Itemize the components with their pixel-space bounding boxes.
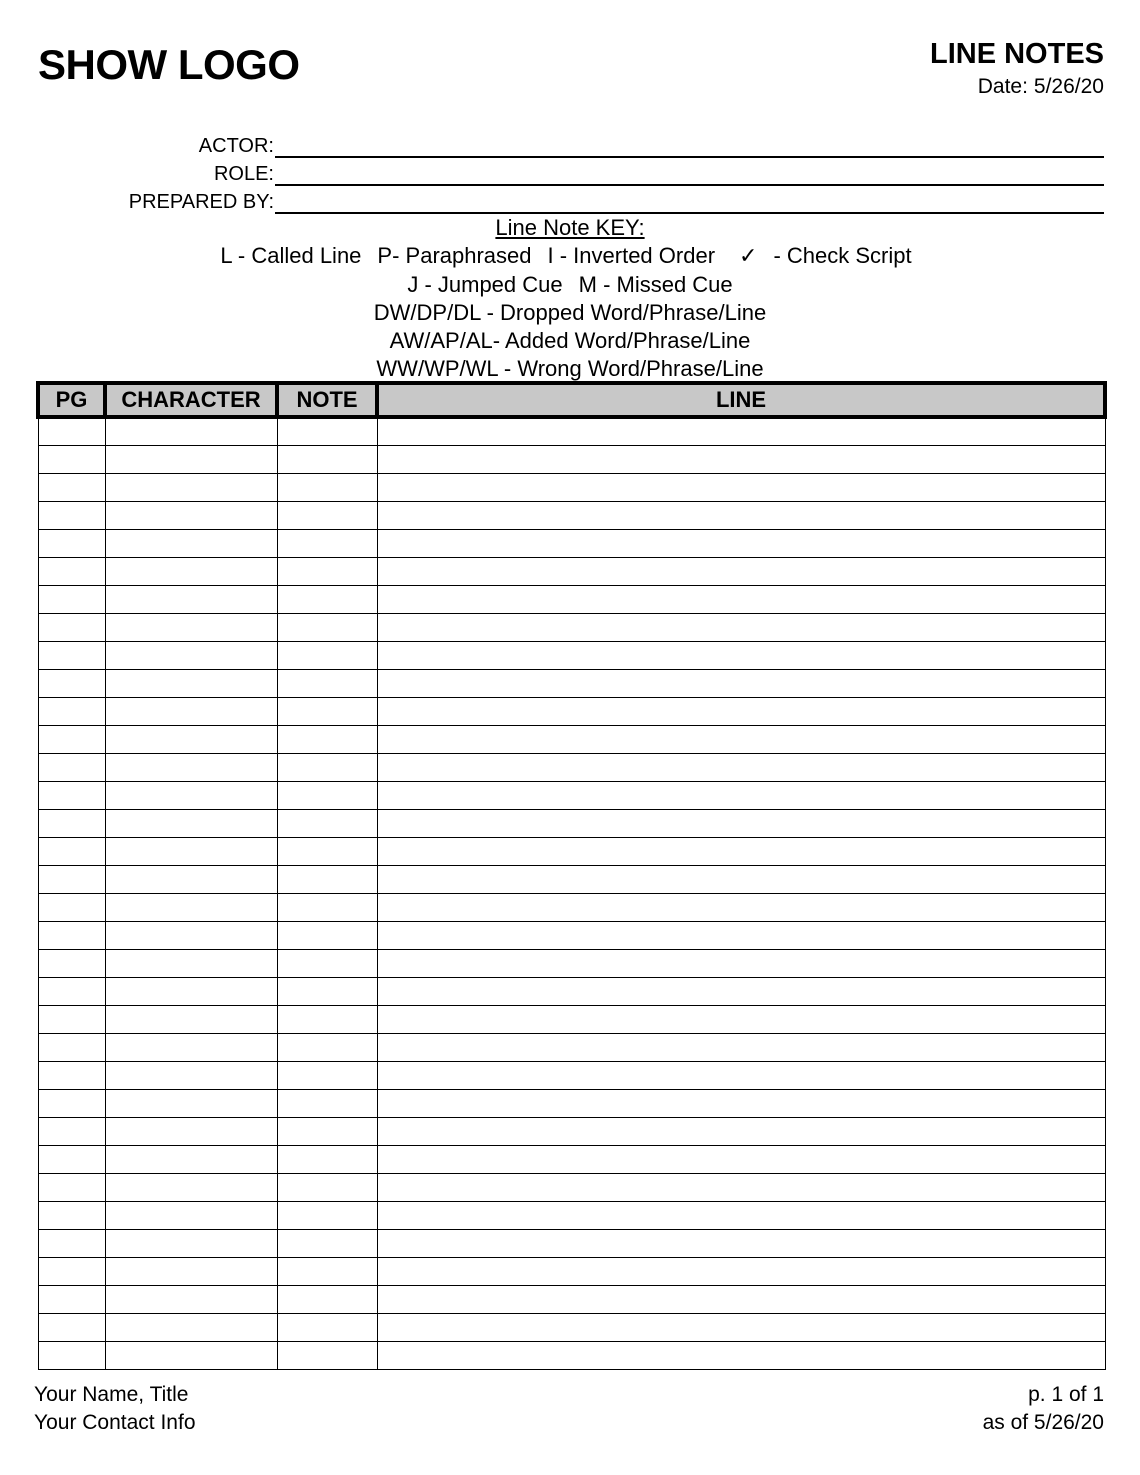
table-row — [38, 1033, 1105, 1061]
cell-line[interactable] — [377, 557, 1105, 585]
cell-character[interactable] — [105, 1257, 277, 1285]
cell-pg[interactable] — [38, 1285, 105, 1313]
table-row — [38, 669, 1105, 697]
cell-note[interactable] — [277, 865, 377, 893]
cell-note[interactable] — [277, 837, 377, 865]
cell-pg[interactable] — [38, 669, 105, 697]
cell-character[interactable] — [105, 781, 277, 809]
cell-character[interactable] — [105, 837, 277, 865]
cell-character[interactable] — [105, 557, 277, 585]
line-note-key — [0, 214, 1140, 383]
actor-label: ACTOR: — [198, 135, 274, 157]
cell-pg[interactable] — [38, 473, 105, 501]
cell-line[interactable] — [377, 1313, 1105, 1341]
cell-pg[interactable] — [38, 949, 105, 977]
cell-pg[interactable] — [38, 1341, 105, 1369]
cell-line[interactable] — [377, 1089, 1105, 1117]
cell-note[interactable] — [277, 1257, 377, 1285]
date-label: Date: — [977, 75, 1028, 98]
footer-name-title: Your Name, Title — [34, 1383, 189, 1406]
table-row — [38, 641, 1105, 669]
cell-line[interactable] — [377, 501, 1105, 529]
cell-pg[interactable] — [38, 809, 105, 837]
cell-character[interactable] — [105, 921, 277, 949]
cell-character[interactable] — [105, 529, 277, 557]
cell-pg[interactable] — [38, 585, 105, 613]
cell-pg[interactable] — [38, 417, 105, 445]
cell-note[interactable] — [277, 1089, 377, 1117]
footer-contact: Your Contact Info — [34, 1411, 196, 1434]
role-label: ROLE: — [213, 163, 274, 185]
cell-line[interactable] — [377, 1117, 1105, 1145]
cell-character[interactable] — [105, 1145, 277, 1173]
cell-line[interactable] — [377, 977, 1105, 1005]
cell-note[interactable] — [277, 921, 377, 949]
table-row — [38, 1061, 1105, 1089]
cell-character[interactable] — [105, 697, 277, 725]
key-title: Line Note KEY: — [495, 215, 645, 240]
table-row — [38, 753, 1105, 781]
cell-pg[interactable] — [38, 1229, 105, 1257]
key-check-text: - Check Script — [773, 243, 912, 268]
table-row — [38, 1117, 1105, 1145]
check-mark-icon: ✓ — [739, 244, 758, 269]
cell-character[interactable] — [105, 977, 277, 1005]
cell-character[interactable] — [105, 1229, 277, 1257]
table-row — [38, 1285, 1105, 1313]
key-line-2 — [0, 271, 1140, 299]
table-row — [38, 1089, 1105, 1117]
cell-character[interactable] — [105, 417, 277, 445]
table-row — [38, 445, 1105, 473]
column-header-note: NOTE — [277, 383, 377, 417]
cell-note[interactable] — [277, 529, 377, 557]
cell-pg[interactable] — [38, 1089, 105, 1117]
column-header-character: CHARACTER — [105, 383, 277, 417]
cell-line[interactable] — [377, 1061, 1105, 1089]
cell-character[interactable] — [105, 809, 277, 837]
cell-line[interactable] — [377, 753, 1105, 781]
cell-character[interactable] — [105, 1089, 277, 1117]
cell-note[interactable] — [277, 1341, 377, 1369]
cell-character[interactable] — [105, 865, 277, 893]
cell-line[interactable] — [377, 1201, 1105, 1229]
cell-pg[interactable] — [38, 445, 105, 473]
table-row — [38, 725, 1105, 753]
cell-note[interactable] — [277, 473, 377, 501]
cell-line[interactable] — [377, 445, 1105, 473]
cell-character[interactable] — [105, 1313, 277, 1341]
cell-character[interactable] — [105, 641, 277, 669]
cell-line[interactable] — [377, 641, 1105, 669]
cell-pg[interactable] — [38, 1201, 105, 1229]
cell-character[interactable] — [105, 669, 277, 697]
table-row — [38, 949, 1105, 977]
cell-note[interactable] — [277, 557, 377, 585]
cell-pg[interactable] — [38, 613, 105, 641]
cell-line[interactable] — [377, 921, 1105, 949]
cell-note[interactable] — [277, 1005, 377, 1033]
cell-line[interactable] — [377, 1033, 1105, 1061]
table-row — [38, 1201, 1105, 1229]
cell-note[interactable] — [277, 613, 377, 641]
footer-left — [34, 1381, 196, 1437]
table-row — [38, 1229, 1105, 1257]
cell-line[interactable] — [377, 809, 1105, 837]
cell-note[interactable] — [277, 417, 377, 445]
cell-note[interactable] — [277, 949, 377, 977]
cell-character[interactable] — [105, 1117, 277, 1145]
cell-note[interactable] — [277, 697, 377, 725]
cell-character[interactable] — [105, 1173, 277, 1201]
cell-line[interactable] — [377, 1145, 1105, 1173]
cell-note[interactable] — [277, 445, 377, 473]
column-header-line: LINE — [377, 383, 1105, 417]
cell-pg[interactable] — [38, 921, 105, 949]
cell-character[interactable] — [105, 1341, 277, 1369]
cell-pg[interactable] — [38, 641, 105, 669]
cell-character[interactable] — [105, 473, 277, 501]
table-row — [38, 1257, 1105, 1285]
cell-note[interactable] — [277, 501, 377, 529]
table-row — [38, 501, 1105, 529]
key-added: AW/AP/AL- Added Word/Phrase/Line — [389, 328, 751, 353]
cell-pg[interactable] — [38, 977, 105, 1005]
cell-pg[interactable] — [38, 1005, 105, 1033]
cell-note[interactable] — [277, 809, 377, 837]
cell-note[interactable] — [277, 1285, 377, 1313]
cell-note[interactable] — [277, 753, 377, 781]
cell-line[interactable] — [377, 585, 1105, 613]
key-jumped-cue: J - Jumped Cue — [407, 272, 563, 297]
table-row — [38, 837, 1105, 865]
cell-pg[interactable] — [38, 893, 105, 921]
cell-note[interactable] — [277, 1145, 377, 1173]
table-row — [38, 809, 1105, 837]
cell-line[interactable] — [377, 613, 1105, 641]
cell-note[interactable] — [277, 977, 377, 1005]
cell-pg[interactable] — [38, 1117, 105, 1145]
cell-pg[interactable] — [38, 1173, 105, 1201]
cell-line[interactable] — [377, 725, 1105, 753]
footer-page-number: p. 1 of 1 — [1028, 1383, 1104, 1406]
prepared-by-field — [0, 186, 1104, 214]
table-row — [38, 1005, 1105, 1033]
cell-character[interactable] — [105, 893, 277, 921]
table-body — [38, 417, 1105, 1369]
cell-line[interactable] — [377, 893, 1105, 921]
cell-character[interactable] — [105, 501, 277, 529]
table-row — [38, 1313, 1105, 1341]
cell-character[interactable] — [105, 1033, 277, 1061]
column-header-pg: PG — [38, 383, 105, 417]
table-row — [38, 1145, 1105, 1173]
date-value: 5/26/20 — [1033, 75, 1104, 98]
cell-note[interactable] — [277, 669, 377, 697]
cell-note[interactable] — [277, 1117, 377, 1145]
cell-character[interactable] — [105, 1005, 277, 1033]
footer-as-of-date: as of 5/26/20 — [982, 1411, 1104, 1434]
cell-line[interactable] — [377, 837, 1105, 865]
cell-pg[interactable] — [38, 501, 105, 529]
cell-line[interactable] — [377, 865, 1105, 893]
cell-note[interactable] — [277, 1061, 377, 1089]
cell-character[interactable] — [105, 753, 277, 781]
cell-pg[interactable] — [38, 529, 105, 557]
cell-line[interactable] — [377, 1229, 1105, 1257]
cell-line[interactable] — [377, 1341, 1105, 1369]
cell-line[interactable] — [377, 949, 1105, 977]
cell-character[interactable] — [105, 1061, 277, 1089]
document-date — [978, 76, 1104, 97]
table-row — [38, 893, 1105, 921]
cell-note[interactable] — [277, 781, 377, 809]
cell-character[interactable] — [105, 445, 277, 473]
table-row — [38, 921, 1105, 949]
cell-character[interactable] — [105, 613, 277, 641]
role-field — [0, 158, 1104, 186]
cell-note[interactable] — [277, 1173, 377, 1201]
key-line-1 — [0, 242, 1140, 271]
cell-note[interactable] — [277, 1313, 377, 1341]
table-row — [38, 865, 1105, 893]
cell-note[interactable] — [277, 725, 377, 753]
cell-line[interactable] — [377, 1257, 1105, 1285]
cell-note[interactable] — [277, 1201, 377, 1229]
cell-line[interactable] — [377, 697, 1105, 725]
cell-pg[interactable] — [38, 725, 105, 753]
table-row — [38, 1173, 1105, 1201]
key-wrong: WW/WP/WL - Wrong Word/Phrase/Line — [376, 356, 764, 381]
cell-line[interactable] — [377, 529, 1105, 557]
cell-line[interactable] — [377, 1173, 1105, 1201]
table-header-row — [38, 383, 1105, 417]
cell-note[interactable] — [277, 585, 377, 613]
cell-note[interactable] — [277, 1229, 377, 1257]
cell-line[interactable] — [377, 1005, 1105, 1033]
table-row — [38, 585, 1105, 613]
cell-pg[interactable] — [38, 1061, 105, 1089]
key-check-script — [731, 243, 920, 268]
cell-pg[interactable] — [38, 557, 105, 585]
prepared-by-label: PREPARED BY: — [128, 191, 274, 213]
cell-note[interactable] — [277, 1033, 377, 1061]
cell-pg[interactable] — [38, 697, 105, 725]
cell-pg[interactable] — [38, 753, 105, 781]
key-paraphrased: P- Paraphrased — [377, 243, 532, 268]
cell-character[interactable] — [105, 1201, 277, 1229]
table-row — [38, 473, 1105, 501]
cell-pg[interactable] — [38, 1313, 105, 1341]
cell-line[interactable] — [377, 473, 1105, 501]
cell-pg[interactable] — [38, 1145, 105, 1173]
cell-character[interactable] — [105, 585, 277, 613]
cell-line[interactable] — [377, 1285, 1105, 1313]
table-row — [38, 529, 1105, 557]
document-title: LINE NOTES — [929, 38, 1104, 70]
table-row — [38, 557, 1105, 585]
cell-pg[interactable] — [38, 865, 105, 893]
cell-note[interactable] — [277, 641, 377, 669]
cell-pg[interactable] — [38, 781, 105, 809]
key-called-line: L - Called Line — [220, 243, 362, 268]
cell-character[interactable] — [105, 1285, 277, 1313]
actor-field — [0, 130, 1104, 158]
key-missed-cue: M - Missed Cue — [578, 272, 733, 297]
line-notes-table — [36, 381, 1107, 1370]
table-row — [38, 977, 1105, 1005]
footer-right — [983, 1381, 1104, 1437]
cell-line[interactable] — [377, 781, 1105, 809]
key-dropped: DW/DP/DL - Dropped Word/Phrase/Line — [373, 300, 767, 325]
key-inverted-order: I - Inverted Order — [547, 243, 716, 268]
cell-character[interactable] — [105, 949, 277, 977]
table-row — [38, 613, 1105, 641]
table-row — [38, 1341, 1105, 1369]
table-row — [38, 697, 1105, 725]
cell-pg[interactable] — [38, 837, 105, 865]
table-row — [38, 417, 1105, 445]
table-row — [38, 781, 1105, 809]
cell-note[interactable] — [277, 893, 377, 921]
cell-line[interactable] — [377, 417, 1105, 445]
cell-pg[interactable] — [38, 1257, 105, 1285]
show-logo: SHOW LOGO — [38, 41, 300, 88]
cell-character[interactable] — [105, 725, 277, 753]
cell-line[interactable] — [377, 669, 1105, 697]
cell-pg[interactable] — [38, 1033, 105, 1061]
